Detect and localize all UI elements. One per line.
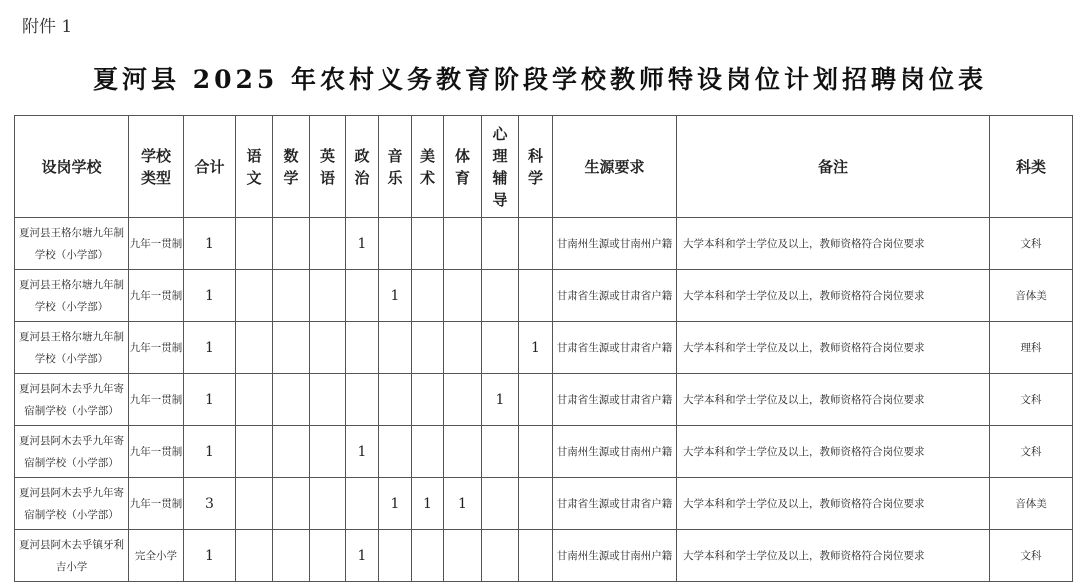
cell-total: 1	[184, 530, 236, 582]
cell-pe: 1	[444, 478, 482, 530]
cell-notes: 大学本科和学士学位及以上，教师资格符合岗位要求	[677, 322, 990, 374]
cell-requirement: 甘南州生源或甘南州户籍	[553, 218, 677, 270]
cell-music: 1	[379, 478, 412, 530]
cell-music	[379, 374, 412, 426]
cell-notes: 大学本科和学士学位及以上，教师资格符合岗位要求	[677, 478, 990, 530]
cell-art: 1	[412, 478, 444, 530]
cell-politics	[346, 322, 379, 374]
cell-psych	[482, 270, 519, 322]
cell-school-type: 九年一贯制	[129, 478, 184, 530]
cell-pe	[444, 426, 482, 478]
cell-english	[310, 478, 346, 530]
header-science: 科 学	[519, 116, 553, 218]
cell-chinese	[236, 270, 273, 322]
cell-notes: 大学本科和学士学位及以上，教师资格符合岗位要求	[677, 530, 990, 582]
cell-total: 1	[184, 426, 236, 478]
cell-art	[412, 322, 444, 374]
cell-category: 文科	[990, 374, 1073, 426]
header-chinese: 语 文	[236, 116, 273, 218]
cell-art	[412, 426, 444, 478]
cell-art	[412, 530, 444, 582]
cell-requirement: 甘肃省生源或甘肃省户籍	[553, 478, 677, 530]
cell-requirement: 甘南州生源或甘南州户籍	[553, 426, 677, 478]
cell-school: 夏河县阿木去乎九年寄宿制学校（小学部）	[15, 426, 129, 478]
table-row	[15, 218, 1073, 270]
cell-notes: 大学本科和学士学位及以上，教师资格符合岗位要求	[677, 374, 990, 426]
cell-chinese	[236, 322, 273, 374]
cell-politics: 1	[346, 426, 379, 478]
cell-math	[273, 218, 310, 270]
cell-notes: 大学本科和学士学位及以上，教师资格符合岗位要求	[677, 426, 990, 478]
attachment-label: 附件 1	[22, 17, 73, 37]
cell-requirement: 甘肃省生源或甘肃省户籍	[553, 270, 677, 322]
cell-math	[273, 322, 310, 374]
cell-total: 1	[184, 374, 236, 426]
header-pe: 体 育	[444, 116, 482, 218]
cell-art	[412, 218, 444, 270]
cell-psych	[482, 322, 519, 374]
cell-school-type: 九年一贯制	[129, 426, 184, 478]
cell-category: 音体美	[990, 478, 1073, 530]
cell-notes: 大学本科和学士学位及以上，教师资格符合岗位要求	[677, 270, 990, 322]
cell-science	[519, 530, 553, 582]
cell-science: 1	[519, 322, 553, 374]
header-art: 美 术	[412, 116, 444, 218]
table-row	[15, 322, 1073, 374]
cell-chinese	[236, 426, 273, 478]
header-total: 合计	[184, 116, 236, 218]
cell-music	[379, 426, 412, 478]
cell-chinese	[236, 218, 273, 270]
cell-english	[310, 322, 346, 374]
cell-science	[519, 478, 553, 530]
cell-pe	[444, 374, 482, 426]
header-politics: 政 治	[346, 116, 379, 218]
header-psych: 心 理 辅 导	[482, 116, 519, 218]
table-row	[15, 374, 1073, 426]
cell-category: 音体美	[990, 270, 1073, 322]
header-school: 设岗学校	[15, 116, 129, 218]
cell-chinese	[236, 478, 273, 530]
header-requirement: 生源要求	[553, 116, 677, 218]
cell-art	[412, 270, 444, 322]
cell-politics: 1	[346, 530, 379, 582]
cell-notes: 大学本科和学士学位及以上，教师资格符合岗位要求	[677, 218, 990, 270]
cell-math	[273, 270, 310, 322]
cell-chinese	[236, 374, 273, 426]
cell-psych	[482, 218, 519, 270]
cell-psych	[482, 478, 519, 530]
cell-politics	[346, 270, 379, 322]
table-row	[15, 530, 1073, 582]
cell-politics	[346, 478, 379, 530]
header-category: 科类	[990, 116, 1073, 218]
cell-psych: 1	[482, 374, 519, 426]
cell-math	[273, 426, 310, 478]
cell-category: 理科	[990, 322, 1073, 374]
cell-science	[519, 374, 553, 426]
cell-school: 夏河县王格尔塘九年制学校（小学部）	[15, 218, 129, 270]
cell-politics: 1	[346, 218, 379, 270]
cell-category: 文科	[990, 530, 1073, 582]
cell-english	[310, 270, 346, 322]
cell-english	[310, 530, 346, 582]
cell-school: 夏河县王格尔塘九年制学校（小学部）	[15, 322, 129, 374]
table-row	[15, 478, 1073, 530]
cell-chinese	[236, 530, 273, 582]
cell-school: 夏河县阿木去乎九年寄宿制学校（小学部）	[15, 478, 129, 530]
header-notes: 备注	[677, 116, 990, 218]
cell-psych	[482, 530, 519, 582]
cell-requirement: 甘肃省生源或甘肃省户籍	[553, 374, 677, 426]
cell-total: 1	[184, 218, 236, 270]
cell-pe	[444, 530, 482, 582]
cell-music	[379, 218, 412, 270]
cell-total: 1	[184, 270, 236, 322]
cell-requirement: 甘肃省生源或甘肃省户籍	[553, 322, 677, 374]
cell-math	[273, 478, 310, 530]
cell-total: 1	[184, 322, 236, 374]
cell-music: 1	[379, 270, 412, 322]
cell-pe	[444, 270, 482, 322]
cell-politics	[346, 374, 379, 426]
recruitment-table	[14, 115, 1073, 582]
table-row	[15, 270, 1073, 322]
cell-category: 文科	[990, 218, 1073, 270]
cell-english	[310, 426, 346, 478]
cell-school-type: 九年一贯制	[129, 374, 184, 426]
cell-english	[310, 374, 346, 426]
cell-category: 文科	[990, 426, 1073, 478]
cell-school-type: 完全小学	[129, 530, 184, 582]
cell-music	[379, 530, 412, 582]
cell-pe	[444, 218, 482, 270]
cell-science	[519, 426, 553, 478]
cell-english	[310, 218, 346, 270]
cell-total: 3	[184, 478, 236, 530]
header-music: 音 乐	[379, 116, 412, 218]
cell-school: 夏河县阿木去乎九年寄宿制学校（小学部）	[15, 374, 129, 426]
cell-music	[379, 322, 412, 374]
cell-school-type: 九年一贯制	[129, 218, 184, 270]
cell-school: 夏河县王格尔塘九年制学校（小学部）	[15, 270, 129, 322]
cell-pe	[444, 322, 482, 374]
cell-school-type: 九年一贯制	[129, 322, 184, 374]
cell-school-type: 九年一贯制	[129, 270, 184, 322]
cell-science	[519, 218, 553, 270]
table-header-row	[15, 116, 1073, 218]
header-math: 数 学	[273, 116, 310, 218]
cell-school: 夏河县阿木去乎镇牙利吉小学	[15, 530, 129, 582]
header-school-type: 学校 类型	[129, 116, 184, 218]
cell-art	[412, 374, 444, 426]
cell-psych	[482, 426, 519, 478]
table-row	[15, 426, 1073, 478]
document-title: 夏河县 2025 年农村义务教育阶段学校教师特设岗位计划招聘岗位表	[93, 65, 987, 94]
cell-math	[273, 530, 310, 582]
cell-science	[519, 270, 553, 322]
cell-math	[273, 374, 310, 426]
header-english: 英 语	[310, 116, 346, 218]
cell-requirement: 甘南州生源或甘南州户籍	[553, 530, 677, 582]
